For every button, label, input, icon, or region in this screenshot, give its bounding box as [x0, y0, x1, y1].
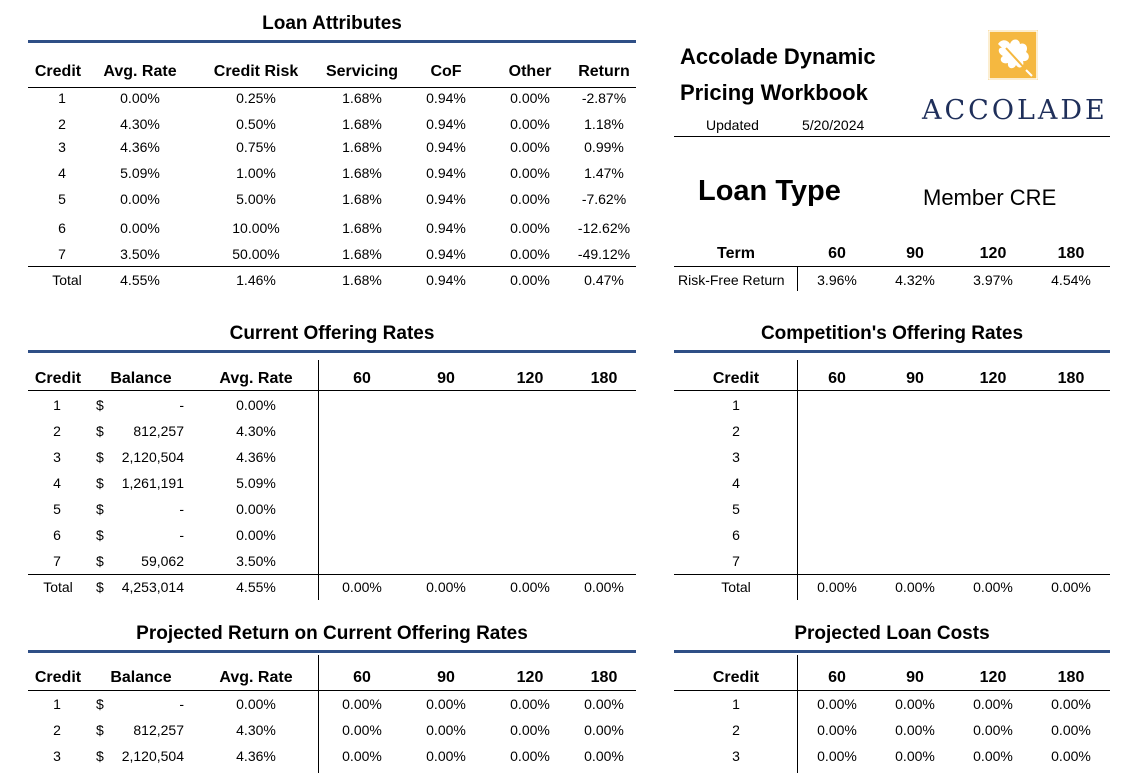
total-cell: 0.00%: [426, 579, 466, 595]
table-cell: 6: [58, 220, 66, 236]
table-cell: 0.99%: [584, 139, 624, 155]
currency-cell: $: [96, 579, 104, 595]
rate-cell: 3.50%: [236, 553, 276, 569]
column-header: Credit: [712, 370, 760, 387]
divider: [674, 350, 1110, 353]
total-cell: 0.00%: [342, 579, 382, 595]
table-cell: 0.00%: [1051, 696, 1091, 712]
balance-cell: -: [179, 696, 184, 712]
table-cell: 0.94%: [426, 139, 466, 155]
column-header: Credit: [712, 669, 760, 686]
table-cell: 5.00%: [236, 191, 276, 207]
accolade-logo-text: ACCOLADE: [922, 95, 1108, 126]
total-cell: 1.46%: [236, 272, 276, 288]
balance-cell: 812,257: [133, 722, 184, 738]
balance-cell: 2,120,504: [121, 748, 184, 764]
column-header: 180: [1057, 669, 1085, 686]
table-cell: 5.09%: [120, 165, 160, 181]
loan-type-value[interactable]: Member CRE: [923, 185, 1057, 210]
credit-cell: 2: [53, 722, 61, 738]
table-cell: 0.00%: [1051, 722, 1091, 738]
divider: [318, 655, 319, 773]
currency-cell: $: [96, 553, 104, 569]
column-header: 120: [516, 370, 544, 387]
term-header: 180: [1057, 245, 1085, 262]
credit-cell: 2: [732, 423, 740, 439]
column-header: 180: [1057, 370, 1085, 387]
table-cell: 1.68%: [342, 116, 382, 132]
divider: [674, 390, 1110, 391]
risk-free-label: Risk-Free Return: [678, 272, 785, 288]
column-header: 90: [437, 669, 455, 686]
table-cell: 0.94%: [426, 191, 466, 207]
divider: [28, 690, 636, 691]
column-header: 90: [906, 669, 924, 686]
total-label: Total: [43, 579, 73, 595]
balance-cell: -: [179, 397, 184, 413]
column-header: Credit Risk: [213, 63, 299, 80]
divider: [28, 574, 636, 575]
currency-cell: $: [96, 696, 104, 712]
table-cell: 1: [58, 90, 66, 106]
currency-cell: $: [96, 501, 104, 517]
table-cell: -12.62%: [577, 220, 631, 236]
column-header: Avg. Rate: [219, 669, 293, 686]
balance-cell: 59,062: [141, 553, 184, 569]
currency-cell: $: [96, 475, 104, 491]
credit-cell: 5: [53, 501, 61, 517]
balance-cell: 2,120,504: [121, 449, 184, 465]
table-cell: 0.75%: [236, 139, 276, 155]
projected-return-title: Projected Return on Current Offering Rates: [136, 623, 528, 644]
divider: [797, 267, 798, 291]
total-cell: 0.00%: [584, 579, 624, 595]
table-cell: 0.94%: [426, 220, 466, 236]
table-cell: 0.00%: [584, 696, 624, 712]
table-cell: 1.68%: [342, 191, 382, 207]
table-cell: 4.30%: [120, 116, 160, 132]
table-cell: -2.87%: [581, 90, 627, 106]
divider: [797, 360, 798, 600]
table-cell: 0.25%: [236, 90, 276, 106]
column-header: 120: [979, 370, 1007, 387]
table-cell: 1.68%: [342, 139, 382, 155]
total-cell: 0.00%: [895, 579, 935, 595]
table-cell: 1: [732, 696, 740, 712]
table-cell: 1.68%: [342, 165, 382, 181]
balance-cell: 4,253,014: [121, 579, 184, 595]
table-cell: -7.62%: [581, 191, 627, 207]
risk-free-value: 3.97%: [973, 272, 1013, 288]
credit-cell: 5: [732, 501, 740, 517]
divider: [674, 650, 1110, 653]
risk-free-value: 4.54%: [1051, 272, 1091, 288]
divider: [28, 650, 636, 653]
rate-cell: 4.36%: [236, 748, 276, 764]
competition-title: Competition's Offering Rates: [760, 323, 1024, 344]
credit-cell: 1: [53, 696, 61, 712]
table-cell: 0.00%: [426, 748, 466, 764]
divider: [28, 266, 636, 267]
term-header: 60: [828, 245, 846, 262]
table-cell: 0.00%: [973, 696, 1013, 712]
column-header: Balance: [110, 669, 172, 686]
credit-cell: 7: [53, 553, 61, 569]
balance-cell: 1,261,191: [121, 475, 184, 491]
table-cell: 2: [732, 722, 740, 738]
table-cell: 0.00%: [120, 220, 160, 236]
risk-free-value: 3.96%: [817, 272, 857, 288]
term-header: 120: [979, 245, 1007, 262]
currency-cell: $: [96, 748, 104, 764]
currency-cell: $: [96, 527, 104, 543]
table-cell: 0.00%: [510, 116, 550, 132]
table-cell: 0.94%: [426, 116, 466, 132]
table-cell: 2: [58, 116, 66, 132]
table-cell: 4: [58, 165, 66, 181]
column-header: 120: [979, 669, 1007, 686]
divider: [28, 87, 636, 88]
total-cell: 0.47%: [584, 272, 624, 288]
rate-cell: 0.00%: [236, 397, 276, 413]
table-cell: 0.00%: [120, 191, 160, 207]
column-header: Credit: [34, 63, 82, 80]
table-cell: 0.00%: [510, 748, 550, 764]
total-cell: 4.55%: [120, 272, 160, 288]
table-cell: 0.00%: [426, 722, 466, 738]
credit-cell: 4: [53, 475, 61, 491]
divider: [674, 266, 1110, 267]
risk-free-value: 4.32%: [895, 272, 935, 288]
currency-cell: $: [96, 423, 104, 439]
table-cell: 0.00%: [895, 722, 935, 738]
divider: [28, 40, 636, 43]
total-cell: 1.68%: [342, 272, 382, 288]
total-cell: 0.00%: [817, 579, 857, 595]
table-cell: 0.00%: [510, 139, 550, 155]
table-cell: 0.00%: [895, 748, 935, 764]
table-cell: 1.68%: [342, 220, 382, 236]
balance-cell: 812,257: [133, 423, 184, 439]
table-cell: 0.94%: [426, 165, 466, 181]
total-cell: Total: [721, 579, 751, 595]
table-cell: 1.47%: [584, 165, 624, 181]
divider: [674, 690, 1110, 691]
column-header: 180: [590, 669, 618, 686]
credit-cell: 6: [53, 527, 61, 543]
total-cell: 0.00%: [1051, 579, 1091, 595]
divider: [318, 360, 319, 600]
workbook-title-line2: Pricing Workbook: [680, 80, 868, 105]
term-header: 90: [906, 245, 924, 262]
projected-costs-title: Projected Loan Costs: [794, 623, 990, 644]
loan-attributes-title: Loan Attributes: [262, 13, 402, 34]
column-header: 60: [353, 370, 371, 387]
table-cell: 0.00%: [817, 722, 857, 738]
column-header: Avg. Rate: [219, 370, 293, 387]
column-header: 90: [437, 370, 455, 387]
table-cell: 0.00%: [510, 191, 550, 207]
rate-cell: 5.09%: [236, 475, 276, 491]
total-cell: 0.00%: [973, 579, 1013, 595]
column-header: 180: [590, 370, 618, 387]
table-cell: 0.00%: [895, 696, 935, 712]
table-cell: 0.00%: [342, 696, 382, 712]
currency-cell: $: [96, 449, 104, 465]
table-cell: 0.00%: [817, 748, 857, 764]
column-header: 60: [353, 669, 371, 686]
currency-cell: $: [96, 722, 104, 738]
credit-cell: 3: [53, 449, 61, 465]
table-cell: 7: [58, 246, 66, 262]
table-cell: 0.00%: [817, 696, 857, 712]
table-cell: 0.00%: [342, 722, 382, 738]
credit-cell: 1: [732, 397, 740, 413]
table-cell: 0.00%: [342, 748, 382, 764]
table-cell: 1.00%: [236, 165, 276, 181]
column-header: Credit: [34, 370, 82, 387]
balance-cell: -: [179, 527, 184, 543]
table-cell: 0.00%: [584, 722, 624, 738]
table-cell: 3.50%: [120, 246, 160, 262]
credit-cell: 6: [732, 527, 740, 543]
table-cell: 0.00%: [510, 165, 550, 181]
rate-cell: 0.00%: [236, 501, 276, 517]
table-cell: 0.00%: [510, 722, 550, 738]
currency-cell: $: [96, 397, 104, 413]
table-cell: 1.18%: [584, 116, 624, 132]
table-cell: 0.94%: [426, 90, 466, 106]
table-cell: 0.00%: [510, 90, 550, 106]
rate-cell: 4.55%: [236, 579, 276, 595]
table-cell: 0.94%: [426, 246, 466, 262]
credit-cell: 7: [732, 553, 740, 569]
table-cell: 0.00%: [973, 748, 1013, 764]
table-cell: 0.00%: [426, 696, 466, 712]
rate-cell: 4.36%: [236, 449, 276, 465]
rate-cell: 4.30%: [236, 722, 276, 738]
column-header: Servicing: [325, 63, 399, 80]
table-cell: 50.00%: [232, 246, 280, 262]
table-cell: 0.00%: [973, 722, 1013, 738]
updated-date: 5/20/2024: [802, 117, 865, 133]
column-header: Balance: [110, 370, 172, 387]
table-cell: 0.00%: [510, 220, 550, 236]
oak-leaf-logo-icon: [988, 30, 1038, 80]
column-header: 60: [828, 669, 846, 686]
term-label: Term: [717, 245, 755, 262]
column-header: Other: [508, 63, 552, 80]
column-header: 60: [828, 370, 846, 387]
divider: [674, 574, 1110, 575]
table-cell: 0.00%: [120, 90, 160, 106]
column-header: 120: [516, 669, 544, 686]
current-offering-title: Current Offering Rates: [229, 323, 435, 344]
rate-cell: 4.30%: [236, 423, 276, 439]
table-cell: 0.50%: [236, 116, 276, 132]
divider: [797, 655, 798, 773]
balance-cell: -: [179, 501, 184, 517]
credit-cell: 3: [53, 748, 61, 764]
table-cell: 4.36%: [120, 139, 160, 155]
rate-cell: 0.00%: [236, 696, 276, 712]
table-cell: 0.00%: [510, 696, 550, 712]
updated-label: Updated: [706, 117, 759, 133]
total-cell: 0.94%: [426, 272, 466, 288]
divider: [674, 136, 1110, 137]
total-cell: Total: [52, 272, 82, 288]
credit-cell: 1: [53, 397, 61, 413]
table-cell: 1.68%: [342, 246, 382, 262]
table-cell: -49.12%: [577, 246, 631, 262]
divider: [28, 390, 636, 391]
table-cell: 0.00%: [584, 748, 624, 764]
table-cell: 1.68%: [342, 90, 382, 106]
rate-cell: 0.00%: [236, 527, 276, 543]
table-cell: 0.00%: [1051, 748, 1091, 764]
column-header: CoF: [430, 63, 462, 80]
credit-cell: 3: [732, 449, 740, 465]
divider: [28, 350, 636, 353]
column-header: 90: [906, 370, 924, 387]
column-header: Return: [578, 63, 630, 80]
total-cell: 0.00%: [510, 272, 550, 288]
total-cell: 0.00%: [510, 579, 550, 595]
table-cell: 5: [58, 191, 66, 207]
credit-cell: 2: [53, 423, 61, 439]
table-cell: 3: [58, 139, 66, 155]
loan-type-label: Loan Type: [698, 175, 841, 207]
column-header: Avg. Rate: [103, 63, 177, 80]
table-cell: 3: [732, 748, 740, 764]
workbook-title-line1: Accolade Dynamic: [680, 44, 876, 69]
column-header: Credit: [34, 669, 82, 686]
table-cell: 10.00%: [232, 220, 280, 236]
table-cell: 0.00%: [510, 246, 550, 262]
credit-cell: 4: [732, 475, 740, 491]
